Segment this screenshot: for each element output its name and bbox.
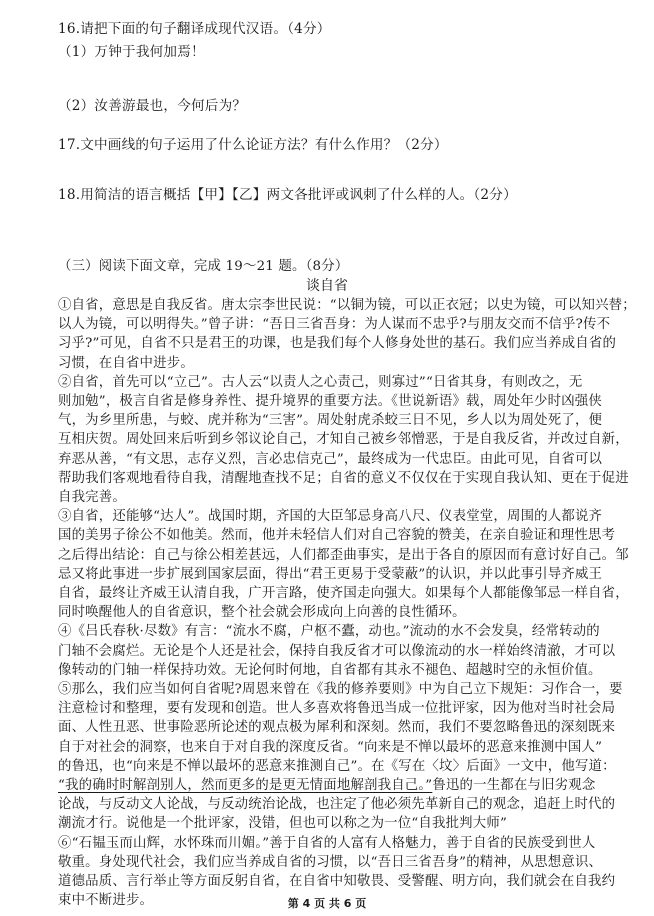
- paragraph-5-line: 潮流才行。说他是一个批评家，没错，但也可以称之为一位“自我批判大师”: [58, 816, 507, 832]
- question-18: 18.用简洁的语言概括【甲】【乙】两文各批评或讽刺了什么样的人。（2分）: [58, 187, 517, 203]
- paragraph-3-line: 同时唤醒他人的自省意识，整个社会就会形成向上向善的良性循环。: [58, 605, 466, 621]
- paragraph-5-line: 论战，与反动文人论战，与反动统治论战，也注定了他必须先革新自己的观念，追赶上时代的: [58, 797, 616, 813]
- paragraph-5-line: ⑤那么，我们应当如何自省呢?周恩来曾在《我的修养要则》中为自己立下规矩：习作合一，要: [58, 682, 623, 697]
- paragraph-4-line: ④《吕氏春秋·尽数》有言：“流水不腐，户枢不蠹，动也。”流动的水不会发臭，经常转动的: [58, 624, 600, 640]
- section-heading: （三）阅读下面文章，完成 19～21 题。（8分）: [58, 259, 349, 274]
- paragraph-6-line: ⑥“石韫玉而山辉，水怀珠而川媚。”善于自省的人富有人格魅力，善于自省的民族受到世人: [58, 835, 596, 851]
- paragraph-2-line: ②自省，首先可以“立己”。古人云“以责人之心责己，则寡过”“日省其身，有则改之，无: [58, 374, 583, 390]
- paragraph-3-line: 之后得出结论：自己与徐公相差甚远，人们都歪曲事实，是出于各自的原因而有意讨好自己。邹: [58, 547, 629, 563]
- paragraph-2-line: 则加勉”，极言自省是修身养性、提升境界的重要方法。《世说新语》载，周处年少时凶强侠: [58, 394, 602, 409]
- page-footer: 第 4 页 共 6 页: [287, 897, 367, 910]
- paragraph-1-line: ①自省，意思是自我反省。唐太宗李世民说：“以铜为镜，可以正衣冠；以史为镜，可以知兴替；: [58, 298, 636, 313]
- underlined-sentence: “我的确时时解剖别人，然而更多的是更无情面地解剖我自己。”: [58, 778, 433, 793]
- paragraph-5-line: 自于对社会的洞察，也来自于对自我的深度反省。“向来是不惮以最坏的恶意来推测中国人”: [58, 739, 603, 755]
- paragraph-3-line: 国的美男子徐公不如他美。然而，他并未轻信人们对自己容貌的赞美，在亲自验证和理性思考: [58, 528, 616, 544]
- paragraph-4-line: 门轴不会腐烂。无论是个人还是社会，保持自我反省才可以像流动的水一样始终清澈，才可以: [58, 643, 616, 659]
- question-16-item-2: （2）汝善游最也，今何后为？: [58, 98, 247, 114]
- paragraph-3-line: 自省，最终让齐威王认清自我，广开言路，使齐国走向强大。如果每个人都能像邹忌一样自省，: [58, 586, 629, 601]
- question-16: 16.请把下面的句子翻译成现代汉语。（4分）: [58, 21, 331, 37]
- paragraph-2-line: 气，为乡里所患，与蛟、虎并称为“三害”。周处射虎杀蛟三日不见，乡人以为周处死了，便: [58, 413, 603, 429]
- passage-title: 谈自省: [306, 278, 348, 294]
- paragraph-1-line: 习乎?”可见，自省不只是君王的功课，也是我们每个人修身处世的基石。我们应当养成自省的: [58, 336, 617, 352]
- paragraph-5-line: [58, 776, 595, 795]
- question-17: 17.文中画线的句子运用了什么论证方法？有什么作用？（2分）: [58, 137, 448, 153]
- paragraph-4-line: 像转动的门轴一样保持功效。无论何时何地，自省都有其永不褪色、超越时空的永恒价值。: [58, 662, 602, 678]
- paragraph-1-line: 以人为镜，可以明得失。”曾子讲：“吾日三省吾身：为人谋而不忠乎?与朋友交而不信乎?传不: [58, 317, 611, 333]
- paragraph-2-line: 自我完善。: [58, 490, 126, 505]
- question-16-item-1: （1）万钟于我何加焉！: [58, 44, 205, 60]
- paragraph-5-line: 注意检讨和整理，要有发现和创造。世人多喜欢将鲁迅当成一位批评家，因为他对当时社会局: [58, 701, 616, 717]
- paragraph-2-line: 帮助我们客观地看待自我，清醒地查找不足；自省的意义不仅仅在于实现自我认知、更在于促进: [58, 470, 629, 486]
- paragraph-6-line: 束中不断进步。: [58, 893, 154, 909]
- line-continuation: 鲁迅的一生都在与旧劣观念: [432, 778, 596, 793]
- paragraph-6-line: 道德品质、言行举止等方面反躬自省，在自省中知敬畏、受警醒、明方向，我们就会在自我约: [58, 874, 616, 889]
- paragraph-5-line: 面、人性丑恶、世事险恶所论述的观点极为犀利和深刻。然而，我们不要忽略鲁迅的深刻既来: [58, 720, 616, 736]
- paragraph-1-line: 习惯，在自省中进步。: [58, 355, 194, 371]
- paragraph-5-line: 的鲁迅，也“向来是不惮以最坏的恶意来推测自己”。在《写在〈坟〉后面》一文中，他写道：: [58, 758, 616, 774]
- paragraph-6-line: 敬重。身处现代社会，我们应当养成自省的习惯，以“吾日三省吾身”的精神，从思想意识、: [58, 854, 603, 870]
- paragraph-2-line: 互相庆贺。周处回来后听到乡邻议论自己，才知自己被乡邻憎恶，于是自我反省，并改过自新，: [58, 432, 629, 448]
- paragraph-3-line: ③自省，还能够“达人”。战国时期，齐国的大臣邹忌身高八尺、仪表堂堂，周围的人都说齐: [58, 509, 603, 525]
- paragraph-3-line: 忌又将此事进一步扩展到国家层面，得出“君王更易于受蒙蔽”的认识，并以此事引导齐威王: [58, 566, 603, 582]
- paragraph-2-line: 弃恶从善，“有文思，志存义烈，言必忠信克己”，最终成为一代忠臣。由此可见，自省可以: [58, 451, 603, 467]
